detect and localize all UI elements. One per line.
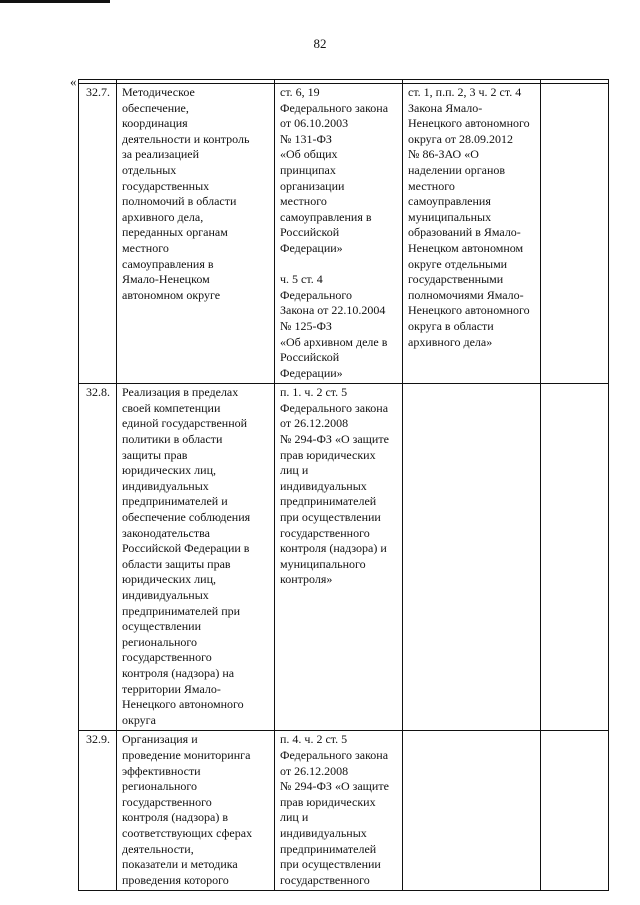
row-description <box>117 731 275 891</box>
row-number: 32.8. <box>79 384 117 731</box>
description-text: Реализация в пределах своей компетенции единой государственной политики в области защиты прав юридических лиц, индивидуальных предпринимателей и обеспечение соблюдения законодательства Российской Федерации в области защиты прав юридических лиц, индивидуальных предпринимателей при осуществлении регионального государственного контроля (надзора) на территории Ямало- Ненецкого автономного округа <box>122 385 251 727</box>
federal-basis-text: п. 4. ч. 2 ст. 5 Федерального закона от 26.12.2008 № 294-ФЗ «О защите прав юридических лиц и индивидуальных предпринимателей при осуществлении государственного <box>280 732 389 887</box>
table-row-32-8 <box>79 384 609 731</box>
row-federal-basis <box>275 84 403 384</box>
federal-basis-text: п. 1. ч. 2 ст. 5 Федерального закона от 26.12.2008 № 294-ФЗ «О защите прав юридических лиц и индивидуальных предпринимателей при осуществлении государственного контроля (надзора) и муниципального контроля» <box>280 385 389 587</box>
row-description <box>117 84 275 384</box>
table-row-32-7 <box>79 84 609 384</box>
row-federal-basis <box>275 731 403 891</box>
scan-edge-rule <box>0 0 110 3</box>
row-description <box>117 384 275 731</box>
row-number: 32.7. <box>79 84 117 384</box>
federal-basis-text: ст. 6, 19 Федерального закона от 06.10.2003 № 131-ФЗ «Об общих принципах организации местного самоуправления в Российской Федерации» ч. 5 ст. 4 Федерального Закона от 22.10.2004 № 125-ФЗ «Об архивном деле в Российской Федерации» <box>280 85 389 380</box>
continuation-quote-mark: « <box>70 74 77 89</box>
row-number: 32.9. <box>79 731 117 891</box>
regional-basis-text: ст. 1, п.п. 2, 3 ч. 2 ст. 4 Закона Ямало- Ненецкого автономного округа от 28.09.2012 № 86-ЗАО «О наделении органов местного самоуправления муниципальных образований в Ямало- Ненецком автономном округе отдельными государственными полномочиями Ямало- Ненецкого автономного округа в области архивного дела» <box>408 85 530 349</box>
row-extra-cell <box>541 84 609 384</box>
row-regional-basis <box>403 84 541 384</box>
row-regional-basis <box>403 731 541 891</box>
description-text: Организация и проведение мониторинга эффективности регионального государственного контроля (надзора) в соответствующих сферах деятельности, показатели и методика проведения которого <box>122 732 253 887</box>
row-federal-basis <box>275 384 403 731</box>
row-extra-cell <box>541 731 609 891</box>
row-regional-basis <box>403 384 541 731</box>
row-extra-cell <box>541 384 609 731</box>
powers-table <box>78 79 609 891</box>
page-number: 82 <box>313 36 327 51</box>
description-text: Методическое обеспечение, координация деятельности и контроль за реализацией отдельных государственных полномочий в области архивного дела, переданных органам местного самоуправления в Ямало-Ненецком автономном округе <box>122 85 250 302</box>
table-row-32-9 <box>79 731 609 891</box>
